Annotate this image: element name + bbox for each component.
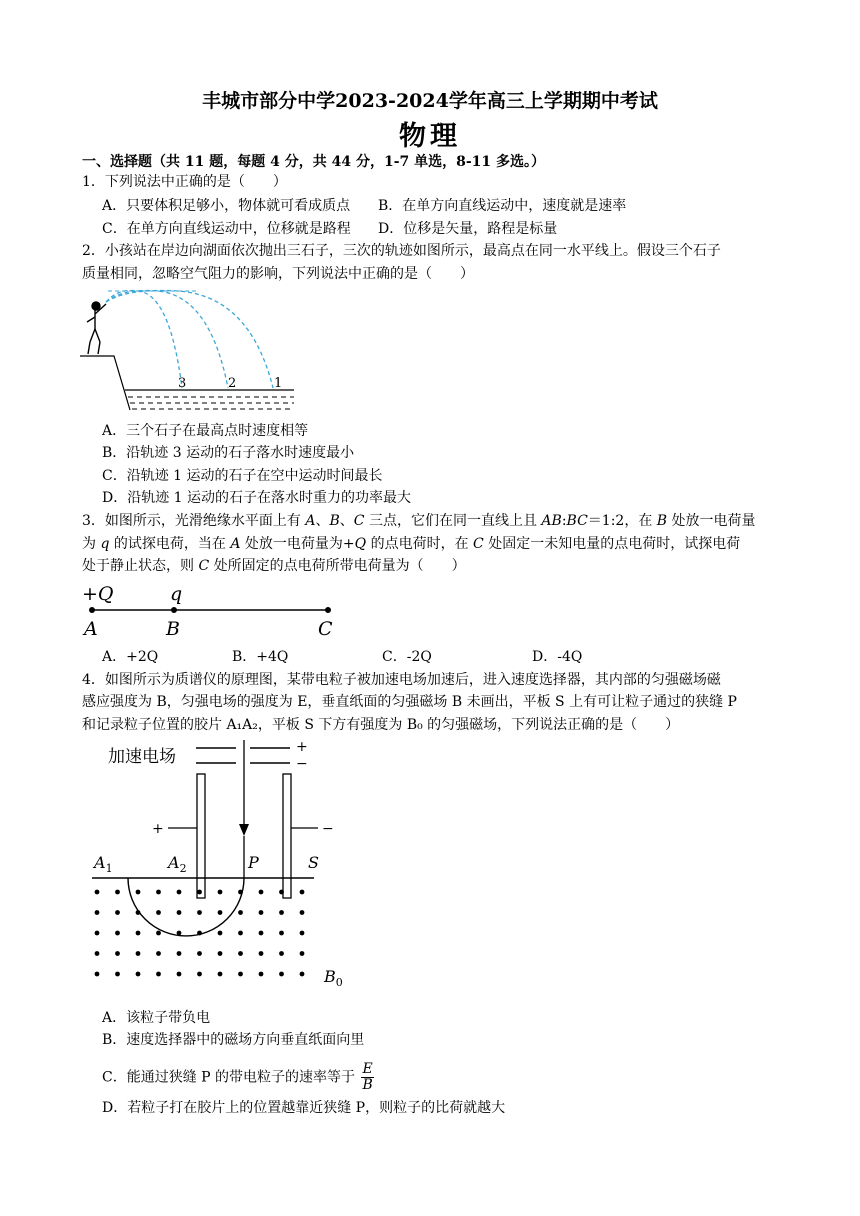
point-a: A bbox=[305, 513, 316, 529]
field-dot bbox=[279, 931, 284, 936]
field-dot bbox=[95, 972, 100, 977]
field-dot bbox=[218, 951, 223, 956]
charge-Q: Q bbox=[354, 536, 367, 552]
field-dot bbox=[279, 972, 284, 977]
field-dot bbox=[136, 951, 141, 956]
field-dot bbox=[115, 910, 120, 915]
field-dot bbox=[218, 890, 223, 895]
q4-option-a: A．该粒子带负电 bbox=[102, 1010, 211, 1026]
field-dot bbox=[115, 951, 120, 956]
q1-option-b: B．在单方向直线运动中，速度就是速率 bbox=[378, 198, 627, 214]
q3-figure-charges bbox=[80, 580, 350, 640]
q1-option-a: A．只要体积足够小，物体就可看成质点 bbox=[102, 198, 351, 214]
field-dot bbox=[177, 910, 182, 915]
text: 三点，它们在同一直线上且 bbox=[364, 513, 542, 529]
label-A2: $A_2$ bbox=[168, 853, 187, 875]
text: 的点电荷时，在 bbox=[366, 536, 474, 552]
label-C: C bbox=[318, 618, 333, 640]
selector-plate-left bbox=[197, 774, 205, 898]
label-B: B bbox=[166, 618, 180, 640]
accel-field-label: 加速电场 bbox=[108, 747, 176, 767]
segment-bc: BC bbox=[566, 513, 588, 529]
q1-stem: 1．下列说法中正确的是（ ） bbox=[82, 174, 287, 190]
q4-option-b: B．速度选择器中的磁场方向垂直纸面向里 bbox=[102, 1032, 365, 1048]
field-dot bbox=[238, 910, 243, 915]
q3-stem-line1 bbox=[82, 511, 756, 531]
q4-stem-line1: 4．如图所示为质谱仪的原理图，某带电粒子被加速电场加速后，进入速度选择器，其内部的匀强磁场磁 bbox=[82, 672, 721, 688]
child-figure bbox=[87, 302, 106, 354]
fraction-numerator: E bbox=[362, 1061, 373, 1077]
field-dot bbox=[136, 931, 141, 936]
field-dot bbox=[156, 910, 161, 915]
field-dot bbox=[136, 972, 141, 977]
field-dot bbox=[300, 910, 305, 915]
section-label: 一、选择题 bbox=[82, 154, 152, 170]
trajectory-1-label: 1 bbox=[274, 376, 283, 391]
q3-option-d: D．-4Q bbox=[532, 649, 583, 665]
field-dot bbox=[300, 931, 305, 936]
q3-option-a: A．+2Q bbox=[102, 649, 159, 665]
beam-arrow-icon bbox=[239, 824, 249, 836]
field-dot bbox=[259, 890, 264, 895]
field-dot bbox=[218, 972, 223, 977]
q1-option-c: C．在单方向直线运动中，位移就是路程 bbox=[102, 221, 351, 237]
label-plus-Q: +Q bbox=[82, 583, 114, 605]
field-dot bbox=[259, 951, 264, 956]
field-dot bbox=[136, 910, 141, 915]
magnetic-field-dots bbox=[95, 890, 305, 977]
field-dot bbox=[95, 890, 100, 895]
point-b: B bbox=[329, 513, 340, 529]
text: 的试探电荷，当在 bbox=[109, 536, 231, 552]
field-dot bbox=[115, 890, 120, 895]
field-dot bbox=[259, 972, 264, 977]
text: 处固定一未知电量的点电荷时，试探电荷 bbox=[483, 536, 741, 552]
field-dot bbox=[177, 890, 182, 895]
q4-option-d: D．若粒子打在胶片上的位置越靠近狭缝 P，则粒子的比荷就越大 bbox=[102, 1100, 506, 1116]
trajectory-3-label: 3 bbox=[178, 376, 187, 391]
section-note: （共 11 题，每题 4 分，共 44 分，1-7 单选，8-11 多选。） bbox=[152, 154, 546, 170]
field-dot bbox=[279, 890, 284, 895]
field-dot bbox=[259, 910, 264, 915]
q2-stem-line1: 2．小孩站在岸边向湖面依次抛出三石子，三次的轨迹如图所示，最高点在同一水平线上。假设三个石子 bbox=[82, 243, 721, 259]
q2-stem-line2: 质量相同，忽略空气阻力的影响，下列说法中正确的是（ ） bbox=[82, 266, 474, 282]
point-a: A bbox=[230, 536, 241, 552]
point-c: C bbox=[353, 513, 365, 529]
field-dot bbox=[197, 931, 202, 936]
dot-b bbox=[171, 607, 177, 613]
text: 处于静止状态，则 bbox=[82, 558, 199, 574]
field-dot bbox=[197, 890, 202, 895]
selector-plate-right bbox=[283, 774, 291, 898]
q3-option-c: C．-2Q bbox=[382, 649, 432, 665]
label-A1: $A_1$ bbox=[94, 853, 113, 875]
particle-trajectory bbox=[128, 878, 244, 936]
field-dot bbox=[238, 951, 243, 956]
field-dot bbox=[197, 951, 202, 956]
field-dot bbox=[177, 951, 182, 956]
label-q: q bbox=[170, 583, 183, 605]
cliff-outline bbox=[80, 356, 130, 410]
text: ＝1:2，在 bbox=[587, 513, 657, 529]
q2-option-b: B．沿轨迹 3 运动的石子落水时速度最小 bbox=[102, 445, 355, 461]
dot-c bbox=[325, 607, 331, 613]
trajectory-3 bbox=[106, 290, 182, 388]
section-heading bbox=[82, 152, 545, 172]
field-dot bbox=[136, 890, 141, 895]
field-dot bbox=[177, 931, 182, 936]
field-dot bbox=[95, 951, 100, 956]
q2-figure-trajectories bbox=[78, 284, 308, 416]
point-c: C bbox=[473, 536, 484, 552]
field-dot bbox=[238, 890, 243, 895]
field-dot bbox=[300, 951, 305, 956]
fraction-denominator: B bbox=[362, 1077, 373, 1093]
q3-stem-line3 bbox=[82, 556, 466, 576]
label-B0: $B_0$ bbox=[324, 967, 343, 989]
dot-a bbox=[89, 607, 95, 613]
text: 处所固定的点电荷所带电荷量为（ ） bbox=[209, 558, 466, 574]
field-dot bbox=[197, 910, 202, 915]
text: 、 bbox=[339, 513, 354, 529]
field-dot bbox=[115, 972, 120, 977]
charge-q: q bbox=[100, 536, 110, 552]
field-dot bbox=[279, 951, 284, 956]
field-dot bbox=[156, 972, 161, 977]
subject-title: 物理 bbox=[399, 121, 461, 152]
field-dot bbox=[218, 910, 223, 915]
exam-title: 丰城市部分中学2023-2024学年高三上学期期中考试 bbox=[202, 90, 658, 112]
selector-plus-sign: + bbox=[152, 821, 164, 837]
q1-option-d: D．位移是矢量，路程是标量 bbox=[378, 221, 558, 237]
field-dot bbox=[238, 931, 243, 936]
text: 为 bbox=[82, 536, 101, 552]
trajectory-1 bbox=[106, 290, 273, 388]
q4-stem-line2: 感应强度为 B，匀强电场的强度为 E，垂直纸面的匀强磁场 B 未画出，平板 S 上有可让粒子通过的狭缝 P bbox=[82, 694, 737, 710]
field-dot bbox=[95, 931, 100, 936]
fraction-e-over-b bbox=[361, 1062, 373, 1093]
field-dot bbox=[156, 890, 161, 895]
label-S: S bbox=[308, 853, 319, 872]
q3-option-b: B．+4Q bbox=[232, 649, 289, 665]
text: 、 bbox=[315, 513, 330, 529]
q2-option-a: A．三个石子在最高点时速度相等 bbox=[102, 423, 309, 439]
label-P: P bbox=[248, 853, 259, 872]
q4-figure-mass-spectrometer bbox=[88, 738, 358, 1003]
q2-option-d: D．沿轨迹 1 运动的石子在落水时重力的功率最大 bbox=[102, 490, 412, 506]
text: 处放一电荷量为+ bbox=[240, 536, 355, 552]
field-dot bbox=[95, 910, 100, 915]
field-dot bbox=[156, 951, 161, 956]
trajectory-2 bbox=[106, 290, 228, 388]
segment-ab: AB bbox=[541, 513, 562, 529]
text: 处放一电荷量 bbox=[667, 513, 756, 529]
field-dot bbox=[279, 910, 284, 915]
field-dot bbox=[177, 972, 182, 977]
selector-minus-sign: − bbox=[322, 821, 334, 837]
option-c-text: C．能通过狭缝 P 的带电粒子的速率等于 bbox=[102, 1069, 356, 1086]
field-dot bbox=[218, 931, 223, 936]
point-b: B bbox=[656, 513, 668, 529]
q3-stem-line2 bbox=[82, 534, 740, 554]
field-dot bbox=[197, 972, 202, 977]
trajectory-2-label: 2 bbox=[228, 376, 237, 391]
field-dot bbox=[259, 931, 264, 936]
q2-option-c: C．沿轨迹 1 运动的石子在空中运动时间最长 bbox=[102, 468, 383, 484]
q4-option-c bbox=[102, 1062, 374, 1093]
accel-minus-sign: − bbox=[296, 756, 308, 772]
field-dot bbox=[300, 890, 305, 895]
label-A: A bbox=[84, 618, 98, 640]
point-c: C bbox=[198, 558, 210, 574]
q4-stem-line3: 和记录粒子位置的胶片 A₁A₂，平板 S 下方有强度为 B₀ 的匀强磁场，下列说法正确的是（ ） bbox=[82, 717, 680, 733]
text: 3．如图所示，光滑绝缘水平面上有 bbox=[82, 513, 306, 529]
field-dot bbox=[300, 972, 305, 977]
text: : bbox=[561, 513, 567, 529]
field-dot bbox=[156, 931, 161, 936]
field-dot bbox=[238, 972, 243, 977]
accel-plus-sign: + bbox=[296, 739, 308, 755]
field-dot bbox=[115, 931, 120, 936]
